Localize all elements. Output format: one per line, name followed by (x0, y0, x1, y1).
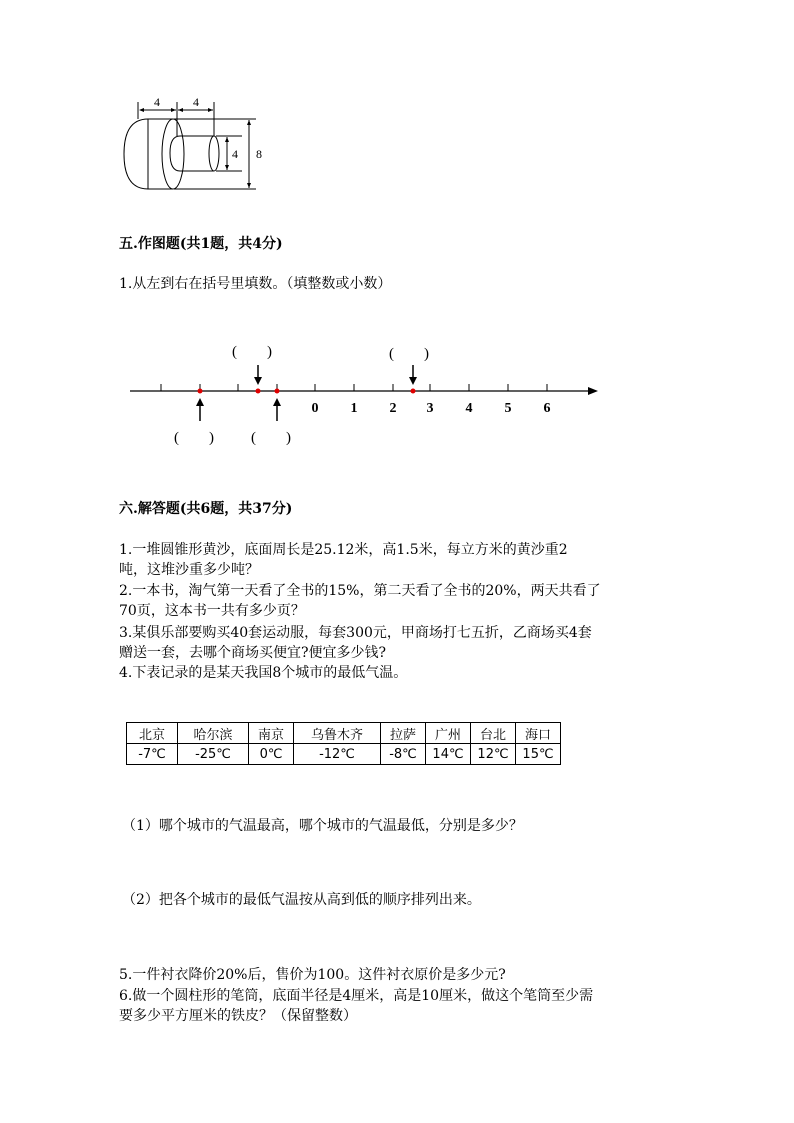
tick-2: 2 (389, 401, 397, 416)
table-row-cities (127, 723, 561, 744)
subquestion1: （1）哪个城市的气温最高，哪个城市的气温最低，分别是多少？ (122, 818, 523, 834)
tick-0: 0 (311, 401, 319, 416)
section6-heading: 六.解答题(共6题，共37分) (119, 501, 293, 517)
table-cell: -7℃ (127, 744, 178, 765)
table-cell: 15℃ (516, 744, 561, 765)
question5: 5.一件衬衣降价20%后，售价为100。这件衬衣原价是多少元? (119, 967, 506, 983)
table-cell: 海口 (516, 723, 561, 744)
table-row-temps (127, 744, 561, 765)
question1-line1: 1.一堆圆锥形黄沙，底面周长是25.12米，高1.5米，每立方米的黄沙重2 (119, 542, 568, 558)
point-a (198, 389, 203, 394)
question3-line2: 赠送一套，去哪个商场买便宜?便宜多少钱? (119, 645, 387, 661)
question2-line2: 70页，这本书一共有多少页？ (119, 603, 305, 619)
dim-top-right: 4 (193, 95, 199, 109)
bracket-bottom-mid[interactable]: ( ) (251, 430, 291, 446)
temperature-table (126, 722, 561, 765)
table-cell: 14℃ (426, 744, 471, 765)
point-d (411, 389, 416, 394)
point-b (256, 389, 261, 394)
bracket-bottom-left[interactable]: ( ) (174, 430, 214, 446)
table-cell: 乌鲁木齐 (294, 723, 381, 744)
table-cell: 哈尔滨 (178, 723, 249, 744)
number-line (120, 335, 610, 455)
table-cell: 南京 (249, 723, 294, 744)
table-cell: 12℃ (471, 744, 516, 765)
question6-line2: 要多少平方厘米的铁皮？（保留整数） (119, 1008, 357, 1024)
tick-4: 4 (465, 401, 473, 416)
tick-6: 6 (543, 401, 551, 416)
table-cell: -8℃ (381, 744, 426, 765)
question6-line1: 6.做一个圆柱形的笔筒，底面半径是4厘米，高是10厘米，做这个笔筒至少需 (119, 988, 594, 1004)
table-cell: -25℃ (178, 744, 249, 765)
table-cell: 北京 (127, 723, 178, 744)
dim-top-left: 4 (154, 95, 160, 109)
section5-question1: 1.从左到右在括号里填数。（填整数或小数） (119, 276, 392, 292)
table-cell: 0℃ (249, 744, 294, 765)
tick-5: 5 (504, 401, 512, 416)
tick-1: 1 (350, 401, 358, 416)
question4: 4.下表记录的是某天我国8个城市的最低气温。 (119, 665, 408, 681)
bracket-top-right[interactable]: ( ) (389, 346, 429, 362)
subquestion2: （2）把各个城市的最低气温按从高到低的顺序排列出来。 (122, 892, 481, 908)
table-cell: 拉萨 (381, 723, 426, 744)
bracket-top-left[interactable]: ( ) (232, 344, 272, 360)
tick-3: 3 (426, 401, 434, 416)
cylinder-figure (110, 92, 280, 200)
table-cell: 广州 (426, 723, 471, 744)
section5-heading: 五.作图题(共1题，共4分) (119, 236, 283, 252)
dim-inner: 4 (232, 147, 238, 161)
point-c (275, 389, 280, 394)
table-cell: -12℃ (294, 744, 381, 765)
question3-line1: 3.某俱乐部要购买40套运动服，每套300元，甲商场打七五折，乙商场买4套 (119, 625, 592, 641)
table-cell: 台北 (471, 723, 516, 744)
dim-outer: 8 (256, 147, 262, 161)
question2-line1: 2.一本书，淘气第一天看了全书的15%，第二天看了全书的20%，两天共看了 (119, 583, 601, 599)
question1-line2: 吨，这堆沙重多少吨？ (119, 562, 259, 578)
